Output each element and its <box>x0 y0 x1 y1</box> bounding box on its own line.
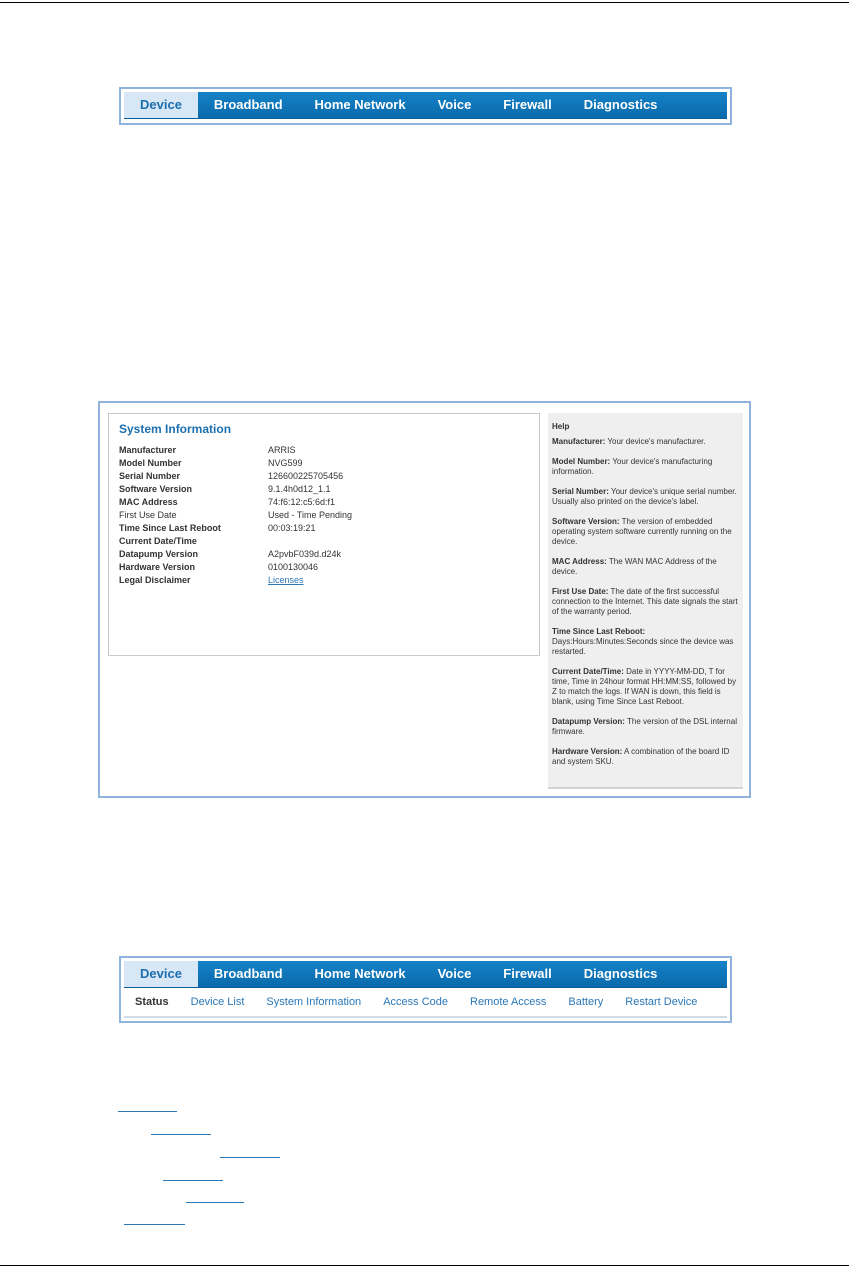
tab-home-network[interactable]: Home Network <box>314 966 406 981</box>
help-term: First Use Date: <box>552 587 609 596</box>
info-value: 0100130046 <box>268 562 319 572</box>
info-value: NVG599 <box>268 458 303 468</box>
subtab-status[interactable]: Status <box>135 996 169 1008</box>
help-term: Current Date/Time: <box>552 667 624 676</box>
help-item-first-use-date <box>552 587 739 617</box>
info-row-hardware-version <box>119 561 529 574</box>
info-label: Software Version <box>119 484 193 494</box>
nav-bar-with-subtabs <box>119 956 732 1023</box>
tab-diagnostics[interactable]: Diagnostics <box>583 966 658 981</box>
link-underline[interactable] <box>186 1202 244 1203</box>
subtab-system-information[interactable]: System Information <box>266 996 362 1008</box>
help-item-mac-address <box>552 557 739 577</box>
help-text: The WAN MAC Address of the device. <box>552 557 717 576</box>
tab-broadband[interactable]: Broadband <box>213 97 283 112</box>
help-item-serial-number <box>552 487 739 507</box>
tab-broadband[interactable]: Broadband <box>213 966 283 981</box>
info-label: Legal Disclaimer <box>119 575 191 585</box>
tab-home-network[interactable]: Home Network <box>314 97 406 112</box>
help-term: Model Number: <box>552 457 611 466</box>
link-underline[interactable] <box>163 1180 223 1181</box>
device-subtabs <box>124 988 727 1018</box>
page-bottom-rule <box>0 1265 849 1266</box>
help-term: Datapump Version: <box>552 717 625 726</box>
info-value: Used - Time Pending <box>268 510 353 520</box>
info-row-software-version <box>119 483 529 496</box>
info-label: MAC Address <box>119 497 178 507</box>
tab-device[interactable]: Device <box>124 92 198 118</box>
info-row-time-since-reboot <box>119 522 529 535</box>
info-label: First Use Date <box>119 510 177 520</box>
info-label: Datapump Version <box>119 549 199 559</box>
help-term: Manufacturer: <box>552 437 606 446</box>
info-label: Current Date/Time <box>119 536 197 546</box>
tab-firewall[interactable]: Firewall <box>503 966 552 981</box>
help-item-model-number <box>552 457 739 477</box>
help-text: Your device's unique serial number. Usually also printed on the device's label. <box>552 487 737 506</box>
help-text: The version of the DSL internal firmware. <box>552 717 737 736</box>
main-tabs <box>124 961 727 988</box>
help-title: Help <box>552 422 570 431</box>
help-item-current-datetime <box>552 667 739 707</box>
link-underline[interactable] <box>220 1157 280 1158</box>
system-info-title: System Information <box>119 422 232 436</box>
system-information-panel <box>98 401 751 798</box>
help-text: Your device's manufacturing information. <box>552 457 713 476</box>
link-underline[interactable] <box>118 1111 177 1112</box>
info-label: Manufacturer <box>119 445 177 455</box>
help-item-datapump-version <box>552 717 739 737</box>
info-value: A2pvbF039d.d24k <box>268 549 342 559</box>
link-underline[interactable] <box>151 1134 211 1135</box>
help-text: Your device's manufacturer. <box>605 437 706 446</box>
info-row-manufacturer <box>119 444 529 457</box>
subtab-restart-device[interactable]: Restart Device <box>625 996 698 1008</box>
help-text: A combination of the board ID and system SKU. <box>552 747 730 766</box>
help-term: Time Since Last Reboot: <box>552 627 646 636</box>
info-row-current-datetime <box>119 535 529 548</box>
tab-voice[interactable]: Voice <box>437 966 472 981</box>
info-row-model-number <box>119 457 529 470</box>
info-row-mac-address <box>119 496 529 509</box>
system-info-box <box>108 413 540 656</box>
nav-bar-tabs-only <box>119 87 732 125</box>
help-text: Days:Hours:Minutes:Seconds since the device was restarted. <box>552 637 734 656</box>
help-text: Date in YYYY-MM-DD, T for time, Time in 24hour format HH:MM:SS, followed by Z to match the logs. If WAN is down, this field is blank, using Time Since Last Reboot. <box>552 667 737 706</box>
tab-firewall[interactable]: Firewall <box>503 97 552 112</box>
help-item-time-since-reboot <box>552 627 739 657</box>
info-value: 9.1.4h0d12_1.1 <box>268 484 331 494</box>
info-row-serial-number <box>119 470 529 483</box>
help-term: Hardware Version: <box>552 747 623 756</box>
help-item-manufacturer <box>552 437 739 447</box>
help-sidebar <box>548 413 743 789</box>
main-tabs <box>124 92 727 119</box>
help-item-hardware-version <box>552 747 739 767</box>
licenses-link[interactable]: Licenses <box>268 575 304 585</box>
system-info-table <box>119 444 529 587</box>
info-row-datapump-version <box>119 548 529 561</box>
link-underline[interactable] <box>124 1224 185 1225</box>
subtab-battery[interactable]: Battery <box>568 996 604 1008</box>
help-item-software-version <box>552 517 739 547</box>
info-value: 00:03:19:21 <box>268 523 316 533</box>
info-label: Serial Number <box>119 471 181 481</box>
info-row-legal-disclaimer <box>119 574 529 587</box>
subtab-remote-access[interactable]: Remote Access <box>470 996 547 1008</box>
help-text: The version of embedded operating system software currently running on the device. <box>552 517 732 546</box>
tab-diagnostics[interactable]: Diagnostics <box>583 97 658 112</box>
page-top-rule <box>0 2 849 3</box>
help-term: MAC Address: <box>552 557 607 566</box>
tab-voice[interactable]: Voice <box>437 97 472 112</box>
subtab-access-code[interactable]: Access Code <box>383 996 448 1008</box>
info-label: Model Number <box>119 458 182 468</box>
info-value: 74:f6:12:c5:6d:f1 <box>268 497 336 507</box>
help-term: Serial Number: <box>552 487 609 496</box>
info-value: ARRIS <box>268 445 296 455</box>
info-label: Hardware Version <box>119 562 196 572</box>
info-row-first-use-date <box>119 509 529 522</box>
tab-device[interactable]: Device <box>124 961 198 987</box>
info-label: Time Since Last Reboot <box>119 523 221 533</box>
help-text: The date of the first successful connection to the Internet. This date signals the start of the warranty period. <box>552 587 738 616</box>
help-term: Software Version: <box>552 517 620 526</box>
subtab-device-list[interactable]: Device List <box>190 996 245 1008</box>
info-value: 126600225705456 <box>268 471 344 481</box>
